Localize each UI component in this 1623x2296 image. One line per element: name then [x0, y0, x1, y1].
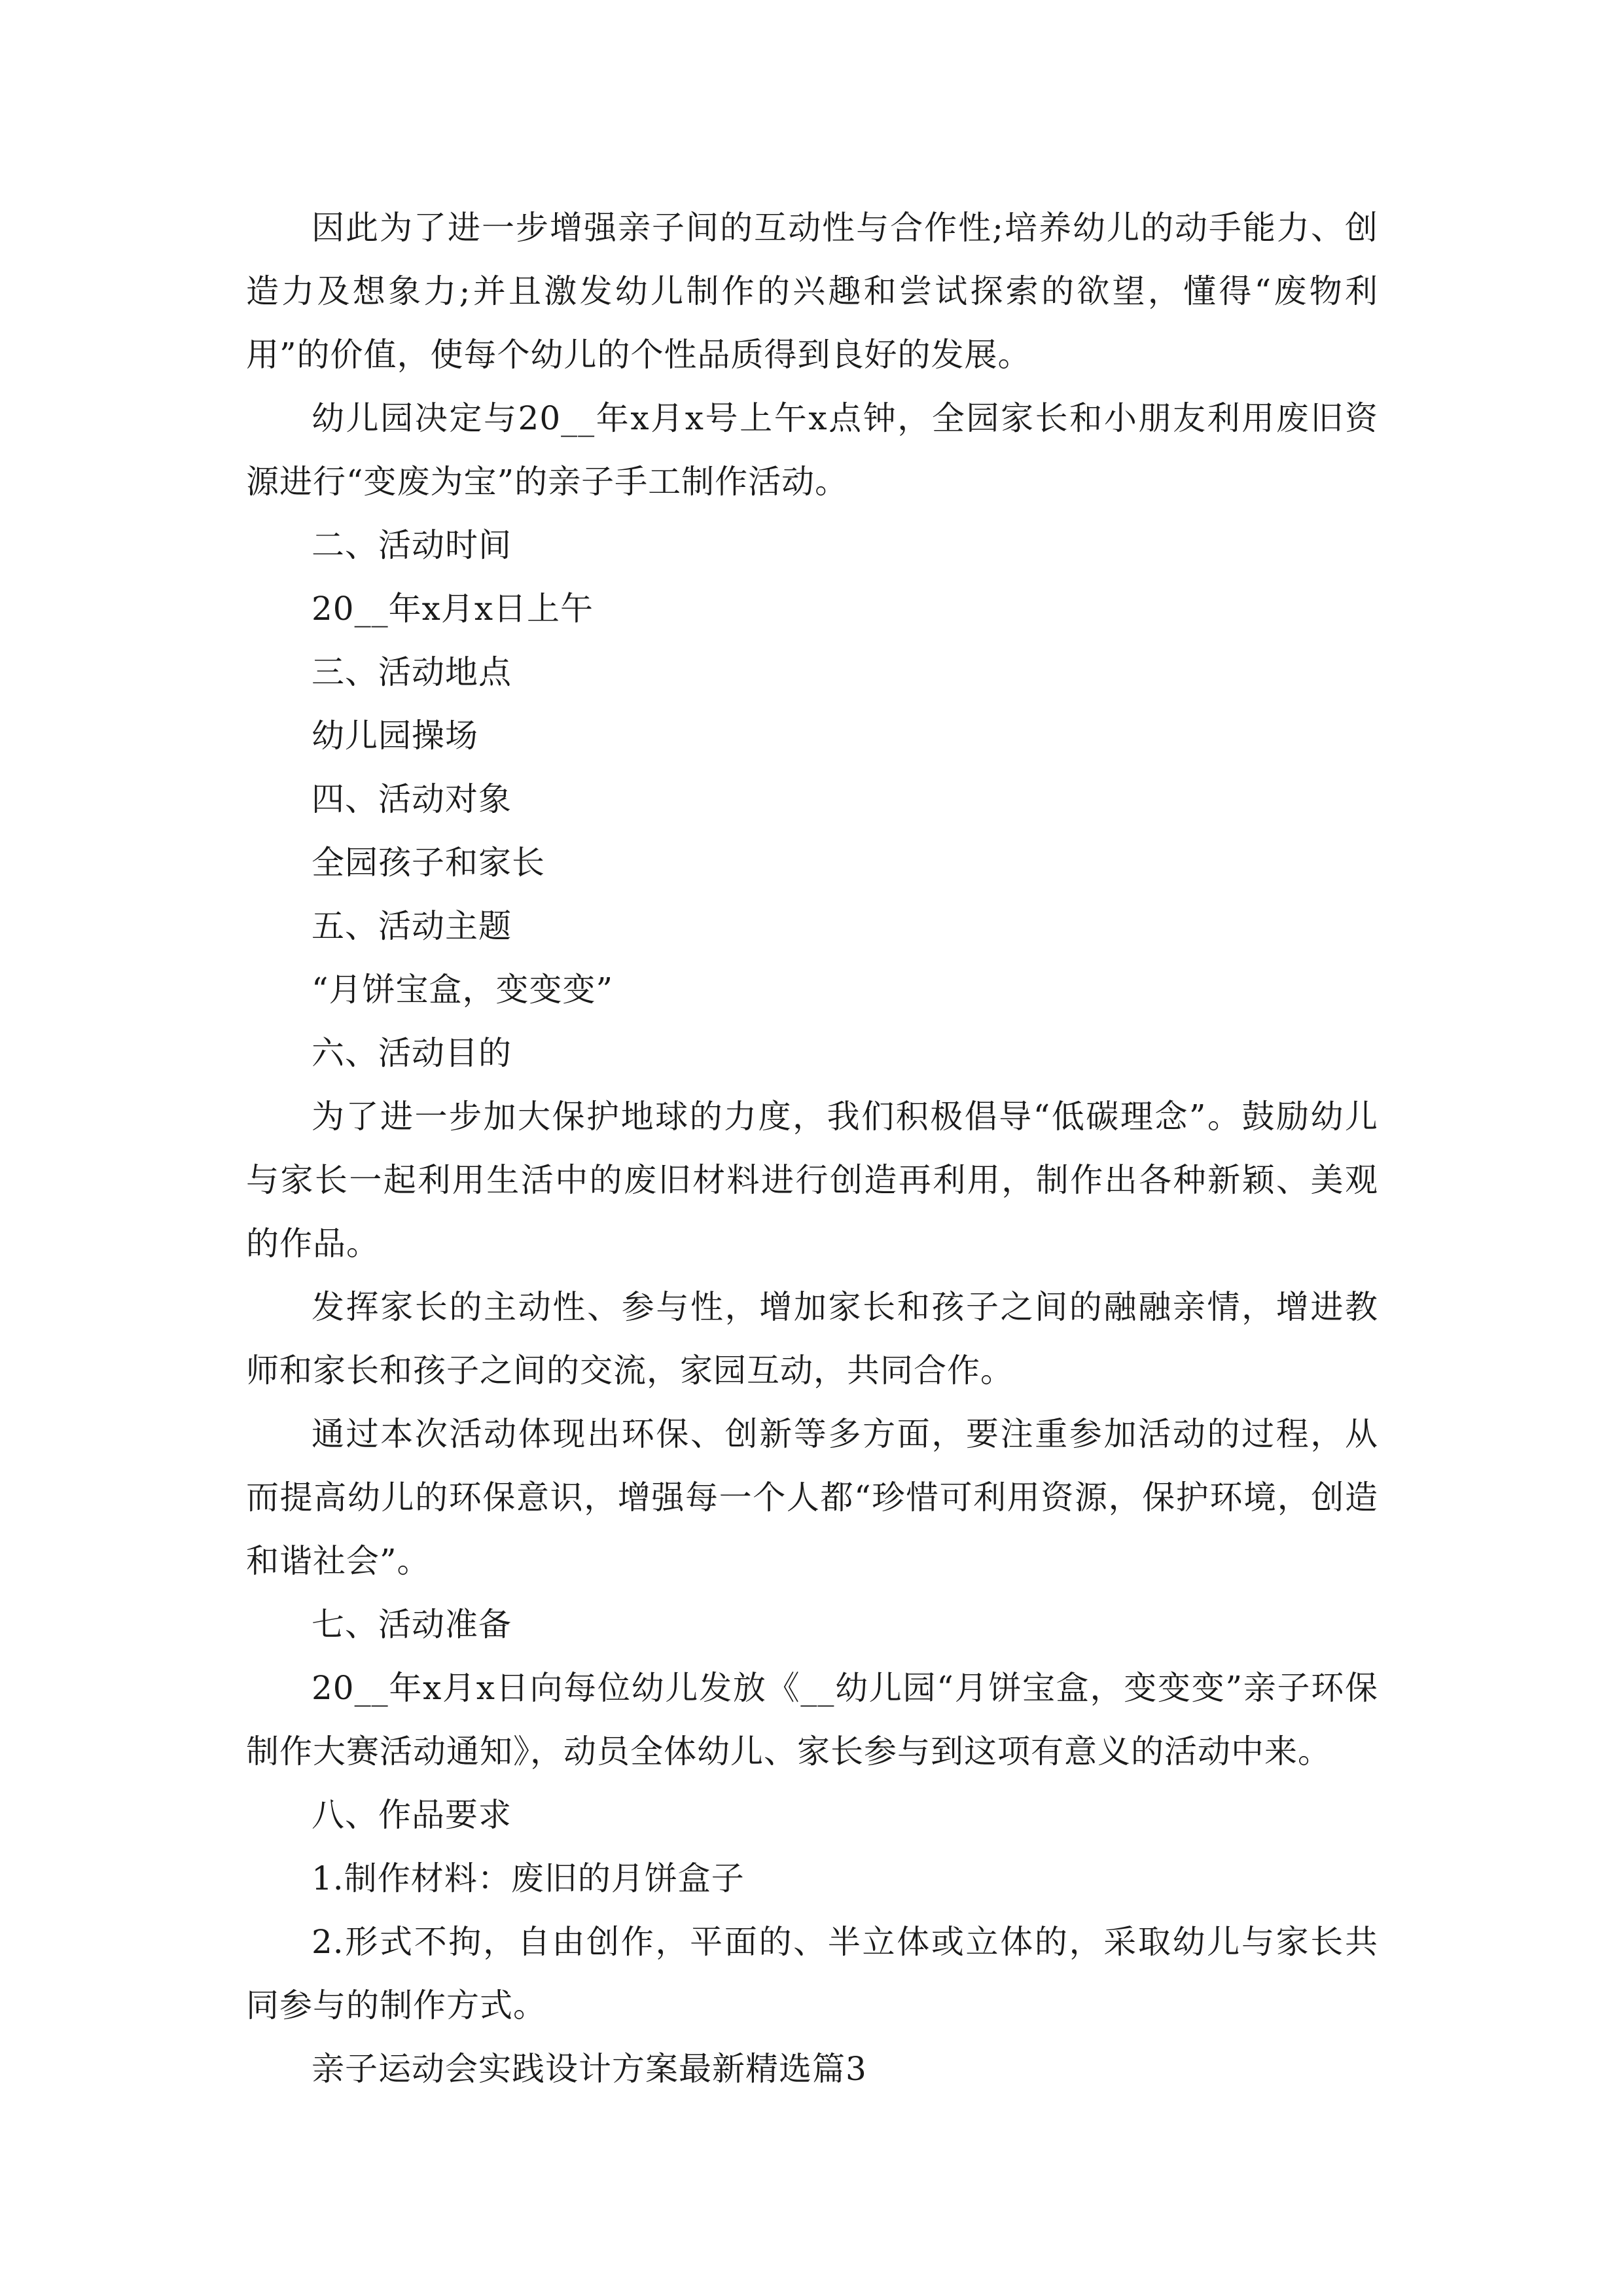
heading-work-requirements: 八、作品要求 [312, 1796, 512, 1834]
paragraph-goal-parents: 发挥家长的主动性、参与性，增加家长和孩子之间的融融亲情，增进教师和家长和孩子之间的交流，家园互动，共同合作。 [246, 1288, 1378, 1390]
paragraph-activity-time: 20__年x月x日上午 [312, 590, 594, 628]
heading-activity-goal: 六、活动目的 [312, 1034, 512, 1072]
paragraph-goal-awareness: 通过本次活动体现出环保、创新等多方面，要注重参加活动的过程，从而提高幼儿的环保意识，增强每一个人都“珍惜可利用资源，保护环境，创造和谐社会”。 [246, 1415, 1378, 1580]
heading-next-section: 亲子运动会实践设计方案最新精选篇3 [312, 2050, 867, 2088]
heading-activity-time: 二、活动时间 [312, 526, 512, 564]
paragraph-preparation: 20__年x月x日向每位幼儿发放《__幼儿园“月饼宝盒，变变变”亲子环保制作大赛活动通知》，动员全体幼儿、家长参与到这项有意义的活动中来。 [246, 1669, 1378, 1770]
paragraph-requirement-form: 2.形式不拘，自由创作，平面的、半立体或立体的，采取幼儿与家长共同参与的制作方式。 [246, 1923, 1378, 2024]
heading-activity-preparation: 七、活动准备 [312, 1605, 512, 1643]
paragraph-intro-decision: 幼儿园决定与20__年x月x号上午x点钟，全园家长和小朋友利用废旧资源进行“变废为宝”的亲子手工制作活动。 [246, 399, 1378, 501]
paragraph-activity-theme: “月饼宝盒，变变变” [312, 971, 614, 1009]
document-body [246, 196, 1378, 2101]
paragraph-activity-location: 幼儿园操场 [312, 717, 478, 755]
paragraph-intro-purpose: 因此为了进一步增强亲子间的互动性与合作性;培养幼儿的动手能力、创造力及想象力;并且激发幼儿制作的兴趣和尝试探索的欲望，懂得“废物利用”的价值，使每个幼儿的个性品质得到良好的发展。 [246, 209, 1378, 374]
paragraph-activity-target: 全园孩子和家长 [312, 844, 545, 882]
paragraph-requirement-materials: 1.制作材料：废旧的月饼盒子 [312, 1859, 745, 1897]
heading-activity-location: 三、活动地点 [312, 653, 512, 691]
paragraph-goal-low-carbon: 为了进一步加大保护地球的力度，我们积极倡导“低碳理念”。鼓励幼儿与家长一起利用生活中的废旧材料进行创造再利用，制作出各种新颖、美观的作品。 [246, 1098, 1378, 1263]
heading-activity-target: 四、活动对象 [312, 780, 512, 818]
heading-activity-theme: 五、活动主题 [312, 907, 512, 945]
